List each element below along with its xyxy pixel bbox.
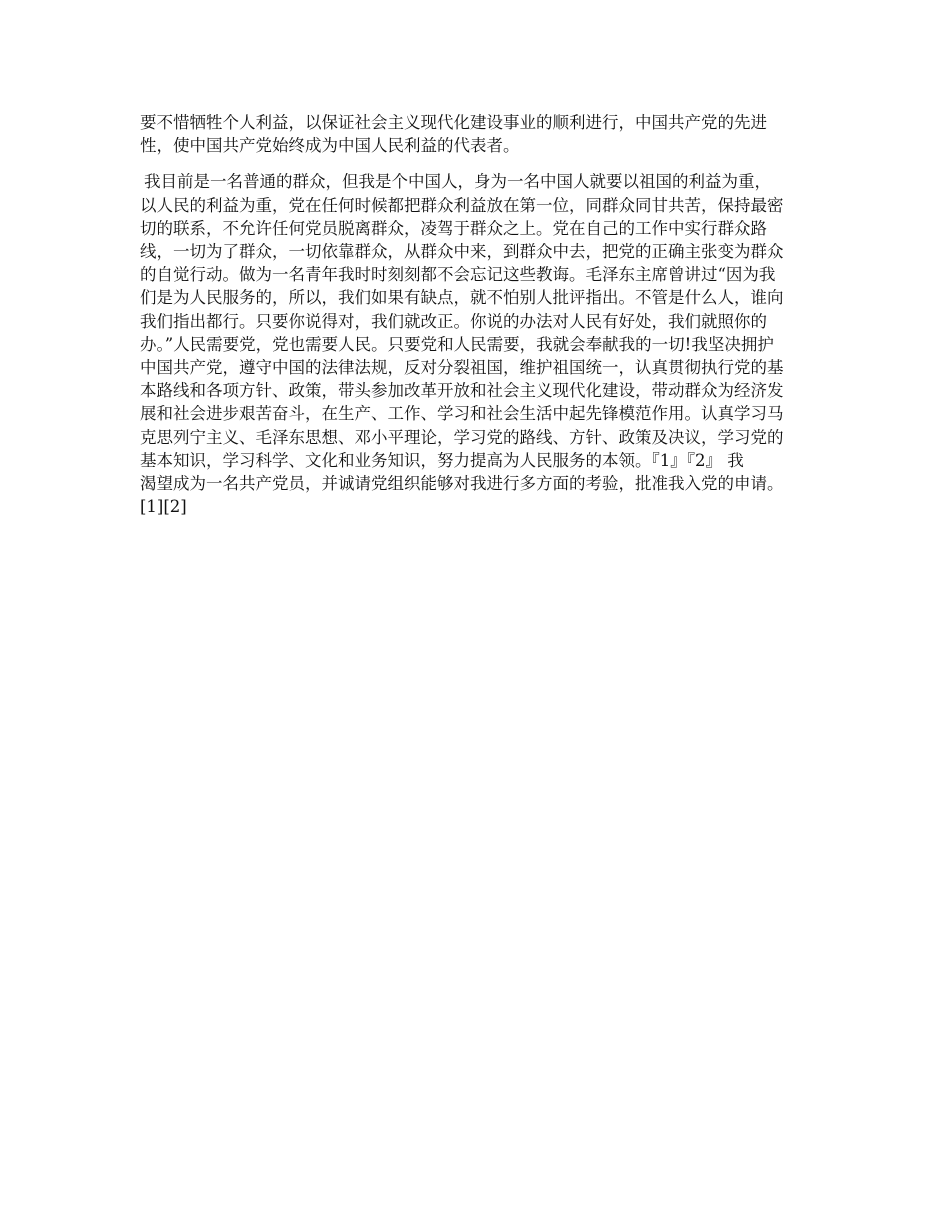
document-body [140, 111, 812, 518]
paragraph-1: 要不惜牺牲个人利益，以保证社会主义现代化建设事业的顺利进行，中国共产党的先进 性，使中国共产党始终成为中国人民利益的代表者。 [140, 113, 767, 156]
paragraph-2: 我目前是一名普通的群众，但我是个中国人，身为一名中国人就要以祖国的利益为重， 以人民的利益为重，党在任何时候都把群众利益放在第一位，同群众同甘共苦，保持最密 切的联系，不允许任何党员脱离群众，凌驾于群众之上。党在自己的工作中实行群众路 线，一切为了群众，一切依靠群众，从群众中来，到群众中去，把党的正确主张变为群众 的自觉行动。做为一名青年我时时刻刻都不会忘记这些教诲。毛泽东主席曾讲过“因为我 们是为人民服务的，所以，我们如果有缺点，就不怕别人批评指出。不管是什么人，谁向 我们指出都行。只要你说得对，我们就改正。你说的办法对人民有好处，我们就照你的 办。”人民需要党，党也需要人民。只要党和人民需要，我就会奉献我的一切!我坚决拥护 中国共产党，遵守中国的法律法规，反对分裂祖国，维护祖国统一，认真贯彻执行党的基 本路线和各项方针、政策，带头参加改革开放和社会主义现代化建设，带动群众为经济发 展和社会进步艰苦奋斗，在生产、工作、学习和社会生活中起先锋模范作用。认真学习马 克思列宁主义、毛泽东思想、邓小平理论，学习党的路线、方针、政策及决议，学习党的 基本知识，学习科学、文化和业务知识，努力提高为人民服务的本领。『1』『2』 我 渴望成为一名共产党员，并诚请党组织能够对我进行多方面的考验，批准我入党的申请。 [1][2] [140, 172, 784, 517]
